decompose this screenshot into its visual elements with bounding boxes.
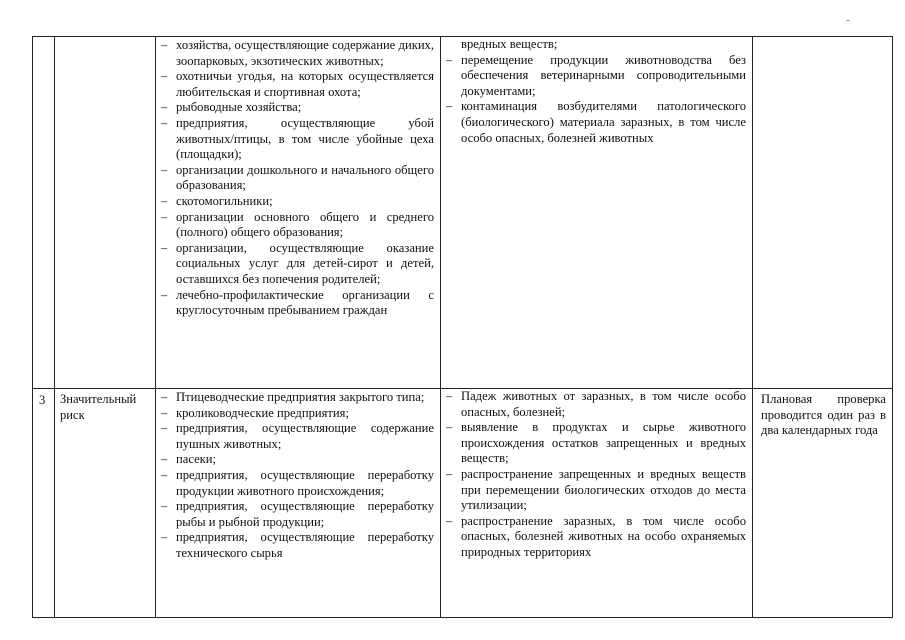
list-item: – лечебно-профилактические организации с круглосуточным пребыванием граждан [156, 288, 434, 319]
list-item: – распространение заразных, в том числе особо опасных, болезней животных на особо охраняемых природных территориях [441, 514, 746, 561]
risks-list [441, 389, 752, 561]
list-item: – Падеж животных от заразных, в том числе особо опасных, болезней; [441, 389, 746, 420]
inspection-note-cell [753, 37, 893, 389]
list-item: – хозяйства, осуществляющие содержание диких, зоопарковых, экзотических животных; [156, 38, 434, 69]
objects-cell [156, 389, 441, 618]
risk-category-cell: Значительный риск [55, 389, 156, 618]
list-item: – предприятия, осуществляющие переработку продукции животного происхождения; [156, 468, 434, 499]
objects-list [156, 37, 440, 319]
objects-list [156, 389, 440, 562]
continued-text: вредных веществ; [461, 37, 558, 51]
list-item: – кролиководческие предприятия; [156, 406, 434, 422]
list-item: – распространение запрещенных и вредных веществ при перемещении биологических отходов до места утилизации; [441, 467, 746, 514]
list-item: – Птицеводческие предприятия закрытого типа; [156, 390, 434, 406]
list-item: – предприятия, осуществляющие убой животных/птицы, в том числе убойные цеха (площадки); [156, 116, 434, 163]
list-item: – перемещение продукции животноводства без обеспечения ветеринарными сопроводительными документами; [441, 53, 746, 100]
list-item: – предприятия, осуществляющие содержание пушных животных; [156, 421, 434, 452]
list-item: – организации основного общего и среднего (полного) общего образования; [156, 210, 434, 241]
table-row [33, 37, 893, 389]
row-number-cell: 3 [33, 389, 55, 618]
list-item: – пасеки; [156, 452, 434, 468]
list-item: – предприятия, осуществляющие переработку технического сырья [156, 530, 434, 561]
row-number-cell [33, 37, 55, 389]
list-item: – рыбоводные хозяйства; [156, 100, 434, 116]
list-item: – охотничьи угодья, на которых осуществляется любительская и спортивная охота; [156, 69, 434, 100]
inspection-note-cell: Плановая проверка проводится один раз в два календарных года [753, 389, 893, 618]
list-item: – предприятия, осуществляющие переработку рыбы и рыбной продукции; [156, 499, 434, 530]
table-row [33, 389, 893, 618]
list-item: – контаминация возбудителями патологического (биологического) материала заразных, в том числе особо опасных, болезней животных [441, 99, 746, 146]
risk-category-table [32, 36, 893, 618]
scan-mark [846, 20, 850, 21]
risks-list [441, 53, 752, 147]
risk-category-cell [55, 37, 156, 389]
list-item: – скотомогильники; [156, 194, 434, 210]
objects-cell [156, 37, 441, 389]
risks-cell [441, 389, 753, 618]
list-item: – организации дошкольного и начального общего образования; [156, 163, 434, 194]
risks-cell [441, 37, 753, 389]
list-item: – выявление в продуктах и сырье животного происхождения остатков запрещенных и вредных веществ; [441, 420, 746, 467]
list-item: – организации, осуществляющие оказание социальных услуг для детей-сирот и детей, оставшихся без попечения родителей; [156, 241, 434, 288]
